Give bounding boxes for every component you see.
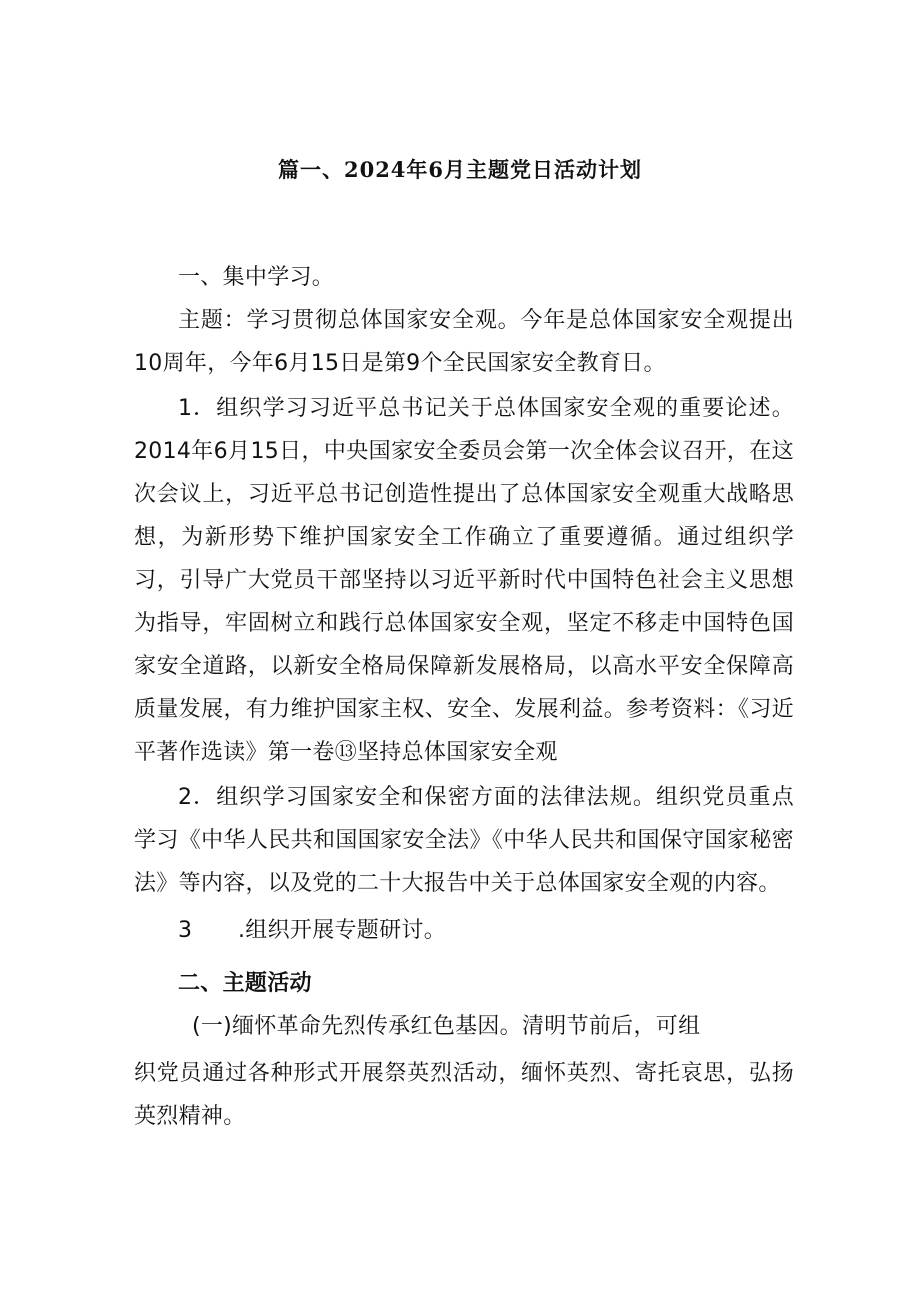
- subsection-1-first-line: (一)缅怀革命先烈传承红色基因。清明节前后，可组: [192, 1014, 701, 1039]
- section-2-heading: 二、主题活动: [178, 971, 312, 996]
- item-3-paragraph: [134, 909, 794, 952]
- item-3-text: .组织开展专题研讨。: [238, 918, 446, 943]
- document-body: [134, 256, 794, 1138]
- subsection-1-continuation: 织党员通过各种形式开展祭英烈活动，缅怀英烈、寄托哀思，弘扬英烈精神。: [134, 1061, 794, 1129]
- item-2-paragraph: 2．组织学习国家安全和保密方面的法律法规。组织党员重点学习《中华人民共和国国家安全法》《中华人民共和国保守国家秘密法》等内容，以及党的二十大报告中关于总体国家安全观的内容。: [134, 785, 794, 896]
- document-title: 篇一、2024年6月主题党日活动计划: [277, 157, 643, 182]
- section-1-heading: 一、集中学习。: [178, 265, 335, 290]
- item-3-number: 3: [178, 918, 193, 943]
- theme-paragraph: 主题：学习贯彻总体国家安全观。今年是总体国家安全观提出10周年，今年6月15日是第9个全民国家安全教育日。: [134, 308, 794, 376]
- item-1-paragraph: 1．组织学习习近平总书记关于总体国家安全观的重要论述。2014年6月15日，中央国家安全委员会第一次全体会议召开，在这次会议上，习近平总书记创造性提出了总体国家安全观重大战略思想，为新形势下维护国家安全工作确立了重要遵循。通过组织学习，引导广大党员干部坚持以习近平新时代中国特色社会主义思想为指导，牢固树立和践行总体国家安全观，坚定不移走中国特色国家安全道路，以新安全格局保障新发展格局，以高水平安全保障高质量发展，有力维护国家主权、安全、发展利益。参考资料：《习近平著作选读》第一卷⑬坚持总体国家安全观: [134, 396, 794, 765]
